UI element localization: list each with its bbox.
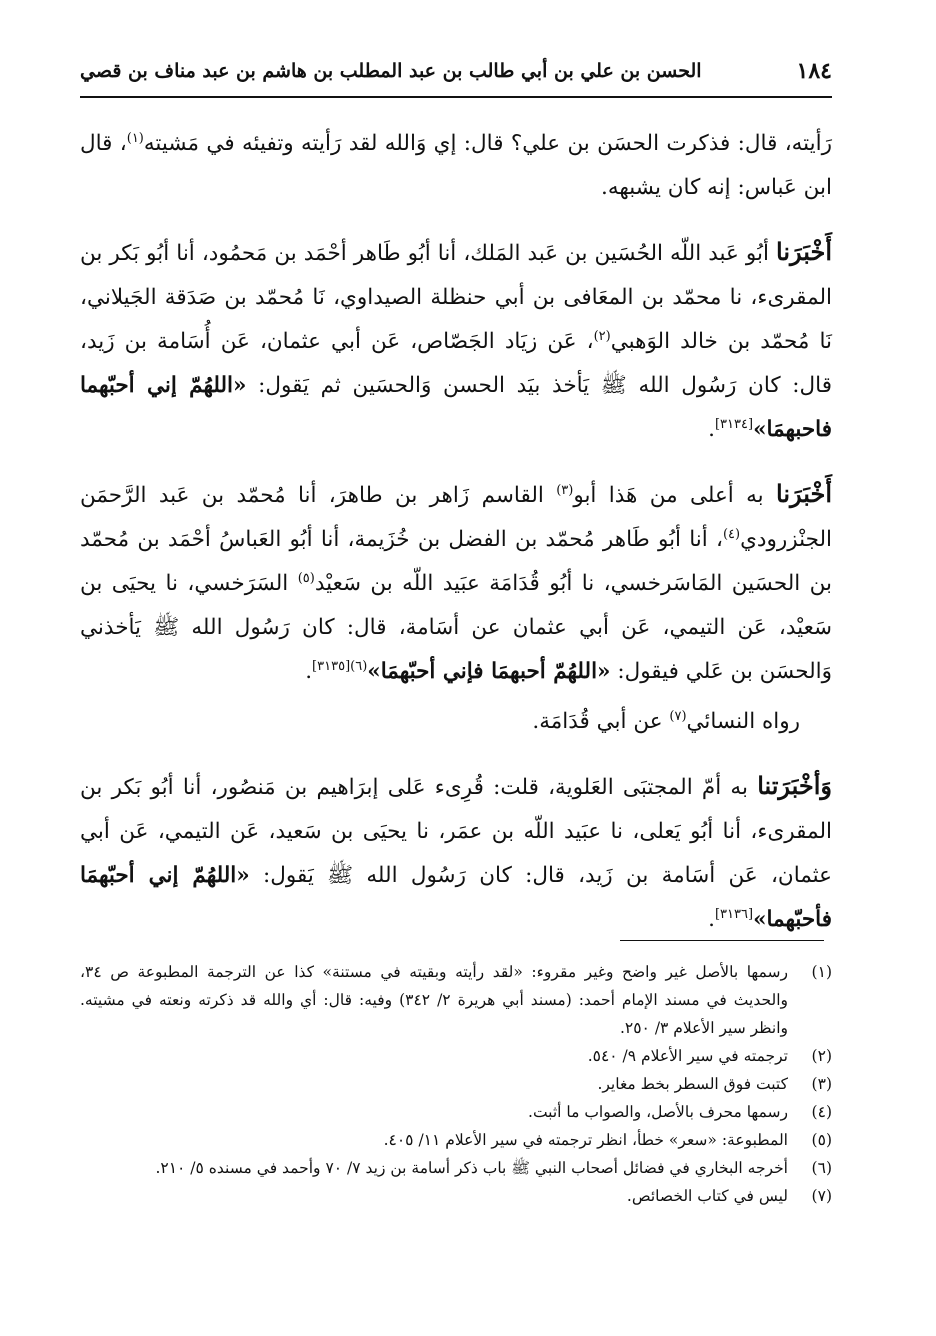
text-run: السَرَخسي، نا يحيَى بن سَعيْد، عَن التيمي، عَن أبي عثمان عن أسَامة، قال: كان رَسُول الله ﷺ يَأخذني وَالحسَن بن عَلي فيقول: xyxy=(80,571,832,684)
text-run: ، أنا أبُو طَاهر مُحمّد بن الفضل بن خُزَيمة، أنا أبُو العَباسُ أحْمَد بن مُحمّد بن الحسَين المَاسَرخسي، نا أبُو قُدَامَة عبَيد اللّه بن سَعيْد xyxy=(80,527,832,596)
footnote-text: رسمها محرف بالأصل، والصواب ما أثبت. xyxy=(528,1103,788,1121)
text-run: رواه النسائي xyxy=(686,709,800,734)
text-run: رَأيته، قال: فذكرت الحسَن بن علي؟ قال: إي وَالله لقد رَأيته وتفيئه في مَشيته xyxy=(143,131,832,156)
footnote-ref[interactable]: (٤) xyxy=(722,526,741,542)
hadith-quote: «اللهُمّ أحبهمَا فإني أحبّهمَا» xyxy=(367,659,611,684)
header-divider xyxy=(80,96,832,98)
footnote-ref[interactable]: (٢) xyxy=(593,328,611,344)
narration-lead: أَخْبَرَنا xyxy=(776,479,832,508)
hadith-number: [٣١٣٦] xyxy=(714,906,754,922)
narration-lead: أَخْبَرَنا xyxy=(776,237,832,266)
footnote-ref[interactable]: (٥) xyxy=(297,570,315,586)
text-run: ، عَن زيَاد الجَصّاص، عَن أبي عثمان، عَن أُسَامة بن زَيد، قال: كان رَسُول الله ﷺ يَأخذ بيَد الحسن وَالحسَين ثم يَقول: xyxy=(80,329,832,398)
hadith-quote: «اللهُمّ إني أحبّهما فاحبهمَا» xyxy=(80,373,832,442)
footnote-ref[interactable]: (٦) xyxy=(350,658,368,674)
hadith-number: [٣١٣٥] xyxy=(312,658,351,674)
footnote-number: (٦) xyxy=(811,1159,832,1177)
paragraph-1 xyxy=(80,122,832,210)
footnote-ref[interactable]: (١) xyxy=(126,130,144,146)
footnote xyxy=(80,1182,832,1210)
footnote-ref[interactable]: (٧) xyxy=(669,708,687,724)
text-run: ، قال ابن عَباس: إنه كان يشبهه. xyxy=(80,131,832,200)
footnote-number: (٤) xyxy=(811,1103,832,1121)
footnote-text: أخرجه البخاري في فضائل أصحاب النبي ﷺ باب ذكر أسامة بن زيد ٧/ ٧٠ وأحمد في مسنده ٥/ ٢١٠. xyxy=(155,1159,788,1177)
footnote-number: (٢) xyxy=(811,1047,832,1065)
footnotes xyxy=(80,958,832,1210)
footnote-divider xyxy=(620,940,824,941)
footnote-ref[interactable]: (٣) xyxy=(556,482,574,498)
narration-lead: وَأخْبَرَتنا xyxy=(757,771,832,800)
text-run: به أعلى من هَذا أبو xyxy=(573,483,776,508)
footnote-text: كتبت فوق السطر بخط مغاير. xyxy=(597,1075,788,1093)
footnote-text: ترجمته في سير الأعلام ٩/ ٥٤٠. xyxy=(587,1047,788,1065)
footnote-text: رسمها بالأصل غير واضح وغير مقروء: «لقد رأيته وبقيته في مستنة» كذا عن الترجمة المطبوعة ص ٣٤، والحديث في مسند الإمام أحمد: (مسند أبي هريرة ٢/ ٣٤٢) وفيه: قال: أي والله قد ذكرته ونعته في مشيته. وانظر سير الأعلام ٣/ ٢٥٠. xyxy=(80,963,788,1037)
footnote xyxy=(80,1098,832,1126)
footnote xyxy=(80,1126,832,1154)
footnote-text: المطبوعة: «سعر» خطأ، انظر ترجمته في سير الأعلام ١١/ ٤٠٥. xyxy=(383,1131,788,1149)
footnote xyxy=(80,1070,832,1098)
footnote-number: (٥) xyxy=(811,1131,832,1149)
footnote xyxy=(80,1042,832,1070)
text-run: . xyxy=(708,907,715,932)
hadith-number: [٣١٣٤] xyxy=(714,416,754,432)
paragraph-2 xyxy=(80,230,832,452)
text-run: . xyxy=(305,659,313,684)
running-title: الحسن بن علي بن أبي طالب بن عبد المطلب بن هاشم بن عبد مناف بن قصي xyxy=(80,60,702,82)
text-run: أبُو عَبد اللّه الحُسَين بن عَبد المَلك، أنا أبُو طَاهر أحْمَد بن مَحمُود، أنا أبُو بَكر بن المقرىء، نا محمّد بن المعَافى بن أبي حنظلة الصيداوي، نَا مُحمّد بن صَدَقة الجَيلاني، نَا مُحمّد بن خالد الوَهبي xyxy=(80,241,832,354)
paragraph-5 xyxy=(80,764,832,942)
footnote xyxy=(80,1154,832,1182)
text-run: القاسم زَاهر بن طاهرَ، أنا مُحمّد بن عَبد الرَّحمَن الجنْزرودي xyxy=(80,483,832,552)
main-text xyxy=(80,122,832,942)
text-run: عن أبي قُدَامَة. xyxy=(532,709,670,734)
footnote-number: (٧) xyxy=(811,1187,832,1205)
page-number: ١٨٤ xyxy=(796,58,832,84)
paragraph-4 xyxy=(80,700,832,744)
hadith-quote: «اللهُمّ إني أحبّهمَا فأحبّهما» xyxy=(80,863,832,932)
footnote-text: ليس في كتاب الخصائص. xyxy=(626,1187,788,1205)
text-run: به أمّ المجتبَى العَلوية، قلت: قُرِىء عَلى إبرَاهيم بن مَنصُور، أنا أبُو بَكر بن المقرىء، أنا أبُو يَعلى، نا عبَيد اللّه بن عمَر، نا يحيَى بن سَعيد، عَن التيمي، عَن أبي عثمان، عَن أسَامة بن زَيد، قال: كان رَسُول الله ﷺ يَقول: xyxy=(80,775,832,888)
footnote-number: (١) xyxy=(811,963,832,981)
text-run: . xyxy=(708,417,715,442)
paragraph-3 xyxy=(80,472,832,694)
footnote-number: (٣) xyxy=(811,1075,832,1093)
running-header xyxy=(80,58,832,84)
footnote xyxy=(80,958,832,1042)
